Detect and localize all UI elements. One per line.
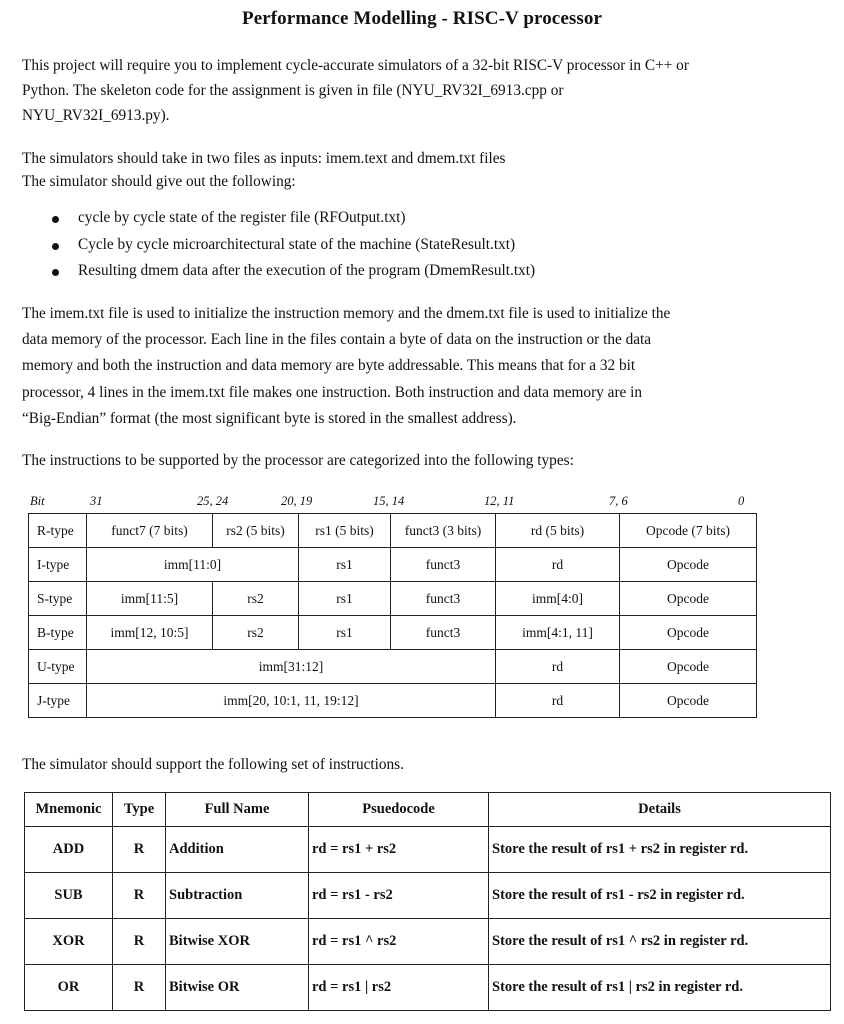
type-cell: R [113,873,166,919]
bit-label: 25, 24 [197,494,229,508]
page-title: Performance Modelling - RISC-V processor [241,8,602,29]
memory-line: memory and both the instruction and data memory are byte addressable. This means that for a 32 bit [22,357,636,375]
field-cell: imm[12, 10:5] [87,616,213,650]
field-cell: funct3 [391,548,496,582]
intro-line: This project will require you to implement cycle-accurate simulators of a 32-bit RISC-V processor in C++ or [22,57,689,74]
types-intro: The instructions to be supported by the processor are categorized into the following types: [22,452,574,469]
pseudocode-cell: rd = rs1 ^ rs2 [309,919,489,965]
field-cell: Opcode [620,650,757,684]
field-cell: rs1 (5 bits) [299,514,391,548]
intro-paragraph [22,53,822,128]
field-cell: funct7 (7 bits) [87,514,213,548]
list-item-text: Cycle by cycle microarchitectural state of the machine (StateResult.txt) [78,235,516,253]
column-header: Mnemonic [25,793,113,827]
field-cell: imm[4:0] [496,582,620,616]
pseudocode-cell: rd = rs1 + rs2 [309,827,489,873]
list-item-text: Resulting dmem data after the execution of the program (DmemResult.txt) [78,262,536,279]
field-cell: rs1 [299,548,391,582]
mnemonic-cell: ADD [25,827,113,873]
intro-line: NYU_RV32I_6913.py). [22,107,170,124]
field-cell: imm[11:0] [87,548,299,582]
list-item [50,258,535,285]
type-cell: R [113,827,166,873]
field-cell: Opcode (7 bits) [620,514,757,548]
instruction-format-table [28,513,757,718]
field-cell: Opcode [620,582,757,616]
field-cell: rd [496,684,620,718]
field-cell: rs2 (5 bits) [213,514,299,548]
io-line: The simulator should give out the following: [22,173,296,190]
full-name-cell: Addition [166,827,309,873]
table-row [29,548,757,582]
bit-label: 15, 14 [373,494,405,508]
instructions-intro: The simulator should support the following set of instructions. [22,756,404,773]
io-paragraph [22,147,822,193]
type-cell: B-type [29,616,87,650]
type-cell: S-type [29,582,87,616]
details-cell: Store the result of rs1 + rs2 in register rd. [489,827,831,873]
bit-position-header [0,494,844,512]
pseudocode-cell: rd = rs1 - rs2 [309,873,489,919]
type-cell: R-type [29,514,87,548]
memory-line: “Big-Endian” format (the most significant byte is stored in the smallest address). [22,409,517,427]
table-row [29,582,757,616]
list-item [50,205,535,232]
intro-line: Python. The skeleton code for the assignment is given in file (NYU_RV32I_6913.cpp or [22,82,564,99]
bit-label: 20, 19 [281,494,313,508]
output-list [50,205,535,285]
table-row [25,873,831,919]
field-cell: rs2 [213,616,299,650]
type-cell: R [113,965,166,1011]
pseudocode-cell: rd = rs1 | rs2 [309,965,489,1011]
type-cell: R [113,919,166,965]
mnemonic-cell: XOR [25,919,113,965]
field-cell: funct3 [391,582,496,616]
list-item-text: cycle by cycle state of the register file (RFOutput.txt) [78,209,406,226]
io-line: The simulators should take in two files as inputs: imem.text and dmem.txt files [22,150,506,167]
type-cell: J-type [29,684,87,718]
field-cell: imm[31:12] [87,650,496,684]
column-header: Psuedocode [309,793,489,827]
memory-paragraph [22,301,822,432]
mnemonic-cell: OR [25,965,113,1011]
table-row [25,919,831,965]
table-row [25,965,831,1011]
type-cell: I-type [29,548,87,582]
field-cell: funct3 (3 bits) [391,514,496,548]
field-cell: Opcode [620,684,757,718]
table-row [29,650,757,684]
field-cell: rs2 [213,582,299,616]
bit-label: 7, 6 [609,494,628,508]
instruction-set-table [24,792,831,1011]
field-cell: funct3 [391,616,496,650]
field-cell: Opcode [620,616,757,650]
field-cell: Opcode [620,548,757,582]
mnemonic-cell: SUB [25,873,113,919]
bullet-icon [52,269,59,276]
field-cell: rd [496,548,620,582]
table-header-row [25,793,831,827]
table-row [25,827,831,873]
bit-label: Bit [30,494,45,508]
column-header: Full Name [166,793,309,827]
details-cell: Store the result of rs1 ^ rs2 in register rd. [489,919,831,965]
field-cell: imm[4:1, 11] [496,616,620,650]
details-cell: Store the result of rs1 - rs2 in register rd. [489,873,831,919]
field-cell: rs1 [299,582,391,616]
column-header: Type [113,793,166,827]
field-cell: rd (5 bits) [496,514,620,548]
field-cell: rd [496,650,620,684]
type-cell: U-type [29,650,87,684]
memory-line: The imem.txt file is used to initialize the instruction memory and the dmem.txt file is used to initialize the [22,305,671,322]
bit-label: 12, 11 [484,494,515,508]
table-row [29,514,757,548]
full-name-cell: Subtraction [166,873,309,919]
field-cell: rs1 [299,616,391,650]
memory-line: processor, 4 lines in the imem.txt file makes one instruction. Both instruction and data memory are in [22,383,643,401]
memory-line: data memory of the processor. Each line in the files contain a byte of data on the instruction or the data [22,331,652,349]
bullet-icon [52,216,59,223]
table-row [29,684,757,718]
full-name-cell: Bitwise XOR [166,919,309,965]
bit-label: 0 [738,494,745,508]
details-cell: Store the result of rs1 | rs2 in register rd. [489,965,831,1011]
full-name-cell: Bitwise OR [166,965,309,1011]
column-header: Details [489,793,831,827]
field-cell: imm[11:5] [87,582,213,616]
field-cell: imm[20, 10:1, 11, 19:12] [87,684,496,718]
bit-label: 31 [90,494,103,508]
list-item [50,232,535,259]
bullet-icon [52,243,59,250]
table-row [29,616,757,650]
